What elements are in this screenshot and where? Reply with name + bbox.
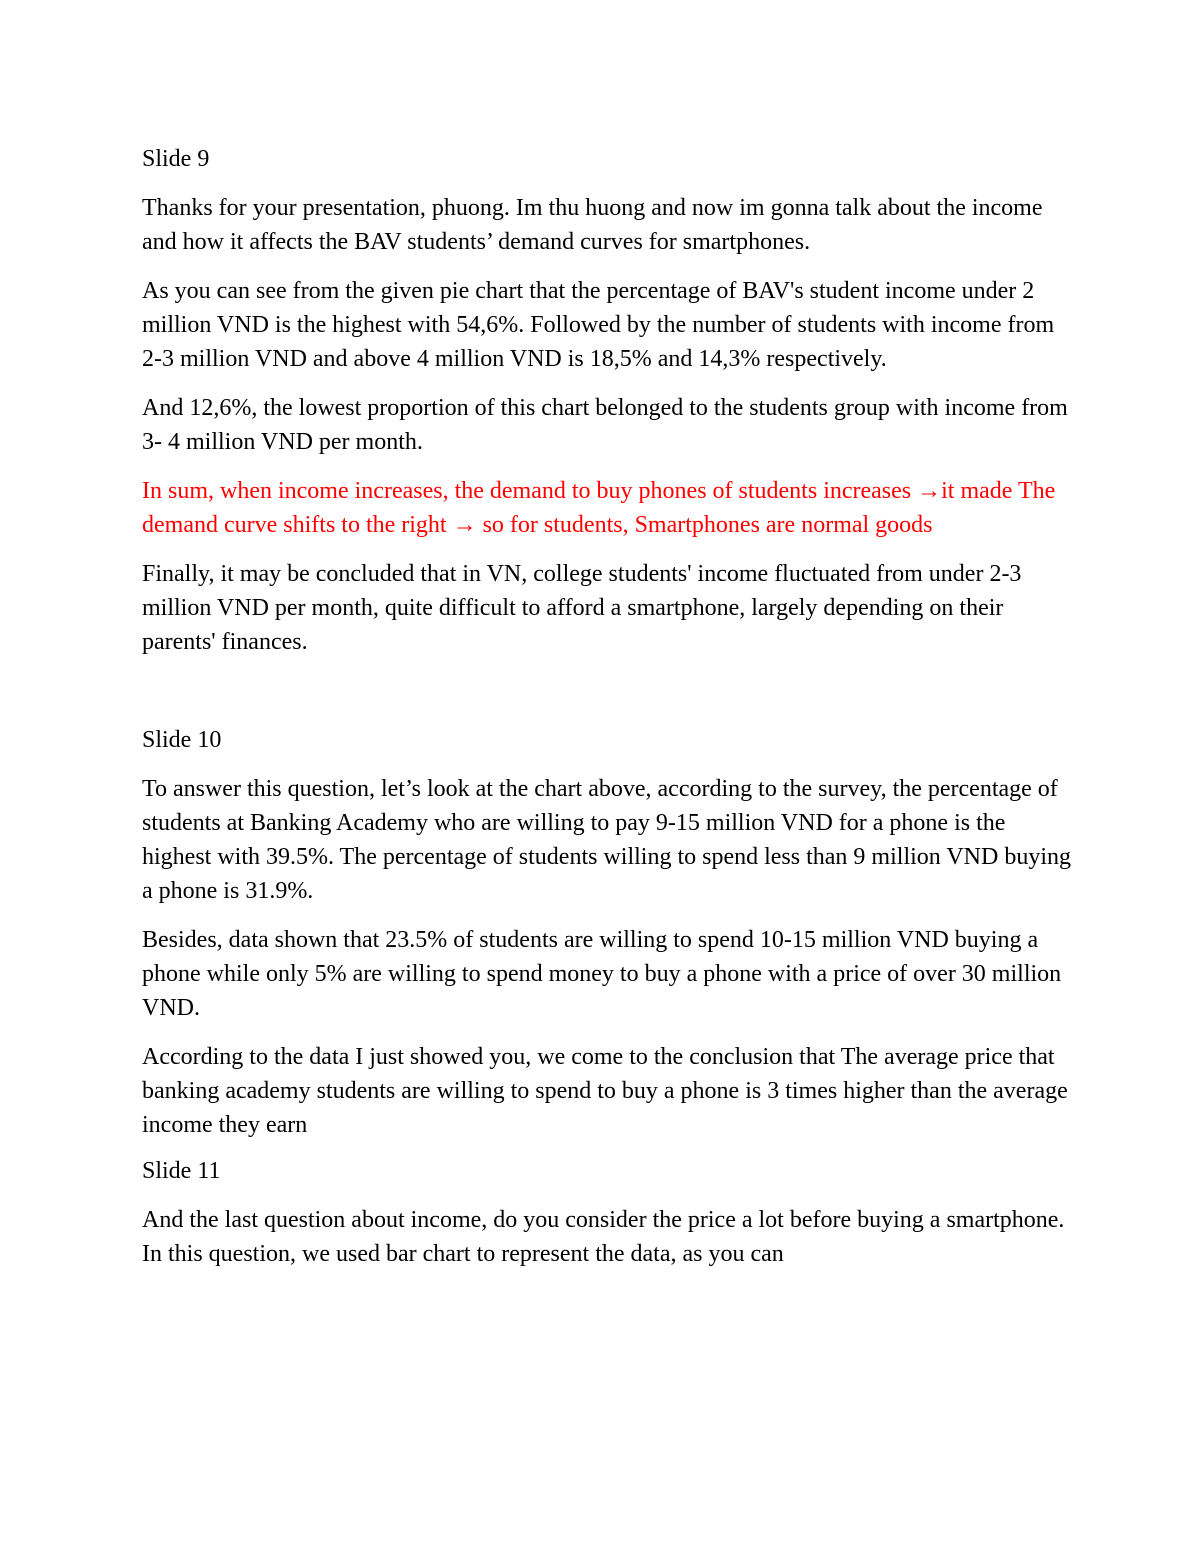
slide-9-summary-highlight: In sum, when income increases, the demand to buy phones of students increases →it made The demand curve shifts to the right → so for students, Smartphones are normal goods [142, 478, 1056, 538]
slide-10-paragraph-2: Besides, data shown that 23.5% of students are willing to spend 10-15 million VND buying a phone while only 5% are willing to spend money to buy a phone with a price of over 30 million VND. [142, 927, 1062, 1021]
slide-9-paragraph-1: Thanks for your presentation, phuong. Im thu huong and now im gonna talk about the income and how it affects the BAV students’ demand curves for smartphones. [142, 195, 1043, 255]
slide-11-heading: Slide 11 [142, 1158, 221, 1184]
slide-10-heading: Slide 10 [142, 727, 222, 753]
slide-9-paragraph-2: As you can see from the given pie chart that the percentage of BAV's student income under 2 million VND is the highest with 54,6%. Followed by the number of students with income from 2-3 million VND and above 4 million VND is 18,5% and 14,3% respectively. [142, 278, 1055, 372]
section-spacer [142, 674, 1072, 723]
slide-10-paragraph-1: To answer this question, let’s look at the chart above, according to the survey, the percentage of students at Banking Academy who are willing to pay 9-15 million VND for a phone is the highest with 39.5%. The percentage of students willing to spend less than 9 million VND buying a phone is 31.9%. [142, 776, 1072, 904]
slide-9-paragraph-5: Finally, it may be concluded that in VN, college students' income fluctuated from under 2-3 million VND per month, quite difficult to afford a smartphone, largely depending on their parents' finances. [142, 561, 1022, 655]
slide-11-paragraph-1: And the last question about income, do you consider the price a lot before buying a smartphone. In this question, we used bar chart to represent the data, as you can [142, 1207, 1065, 1267]
document-body [142, 142, 1072, 1286]
slide-9-heading: Slide 9 [142, 146, 210, 172]
slide-10-paragraph-3: According to the data I just showed you, we come to the conclusion that The average price that banking academy students are willing to spend to buy a phone is 3 times higher than the average income they earn [142, 1044, 1068, 1138]
slide-9-paragraph-3: And 12,6%, the lowest proportion of this chart belonged to the students group with income from 3- 4 million VND per month. [142, 395, 1068, 455]
